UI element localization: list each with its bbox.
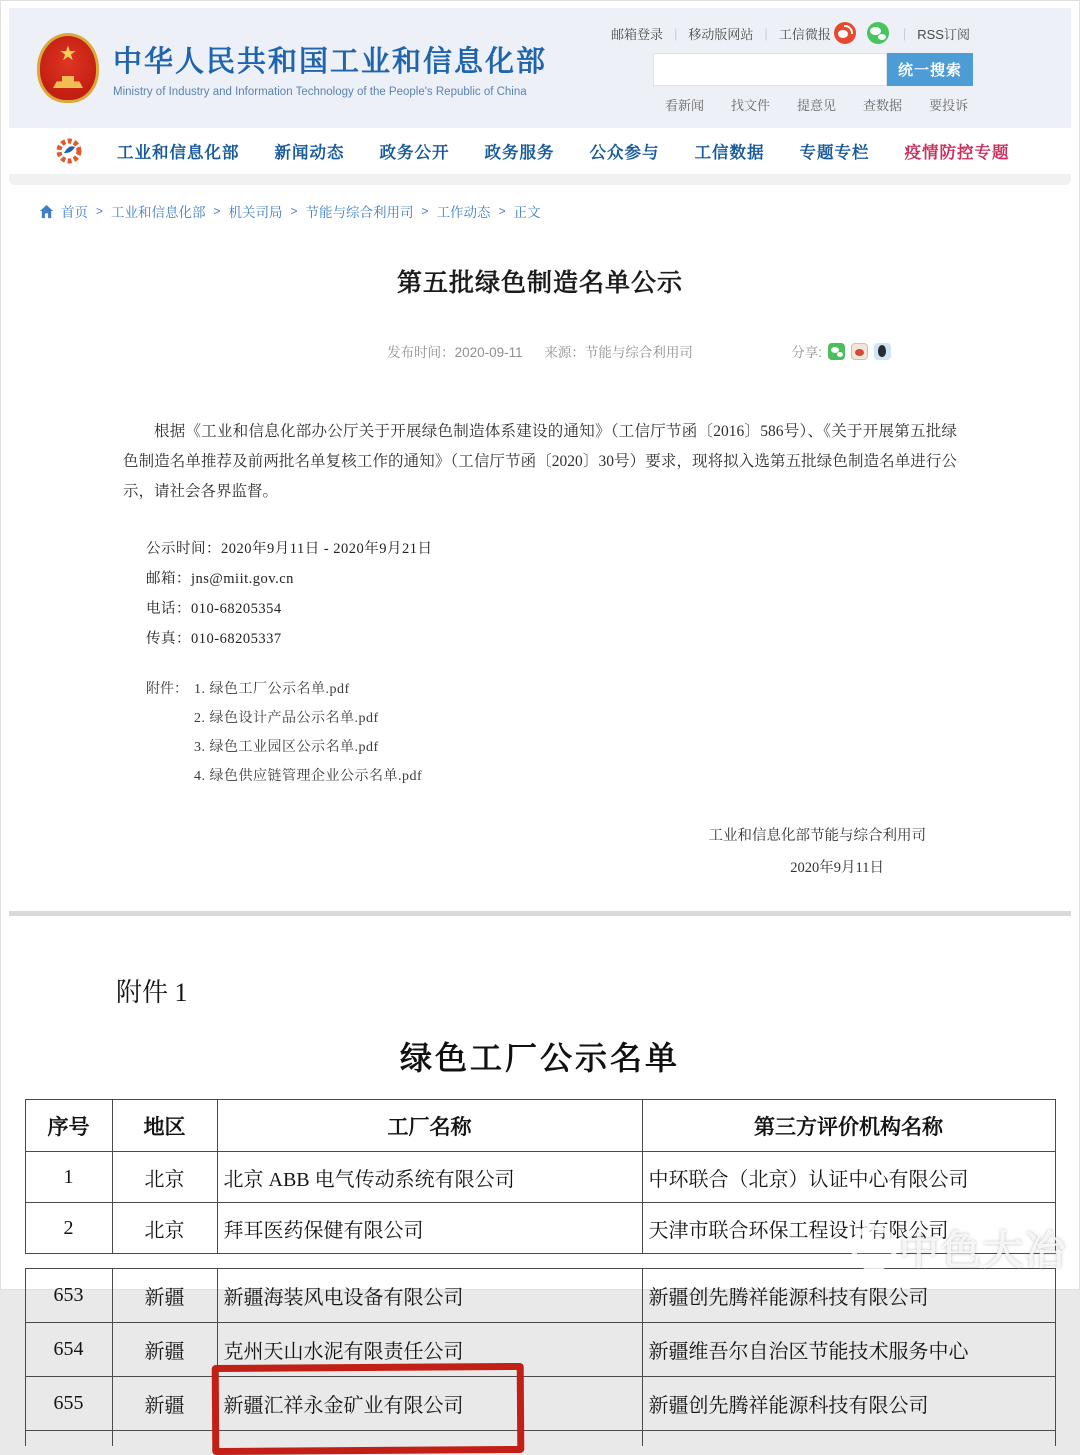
breadcrumb-item[interactable]: 工业和信息化部 — [111, 205, 206, 220]
top-links-separator: | — [674, 25, 678, 41]
main-nav — [1, 128, 1079, 174]
search-bar — [653, 53, 973, 86]
attachments-block — [146, 678, 1079, 794]
site-brand — [37, 33, 547, 103]
table-cell — [642, 1431, 1055, 1446]
table-cell: 新疆海装风电设备有限公司 — [217, 1269, 642, 1323]
article-meta — [1, 341, 1079, 361]
attachment-link[interactable]: 1. 绿色工厂公示名单.pdf — [194, 682, 350, 697]
signature-date: 2020年9月11日 — [790, 860, 884, 876]
quick-link[interactable]: 看新闻 — [665, 98, 705, 113]
nav-item[interactable]: 公众参与 — [589, 144, 660, 162]
contact-info-line: 公示时间：2020年9月11日 - 2020年9月21日 — [146, 541, 433, 557]
table-row — [25, 1269, 1055, 1323]
breadcrumb-item[interactable]: 工作动态 — [436, 205, 491, 220]
emblem-gate-icon — [53, 76, 83, 88]
green-factory-table-top — [25, 1099, 1056, 1254]
watermark-text: 中色大冶 — [899, 1228, 1067, 1273]
header-right — [611, 22, 1005, 114]
table-cell: 新疆 — [112, 1323, 217, 1377]
table-header-cell: 第三方评价机构名称 — [642, 1100, 1055, 1152]
table-cell: 新疆维吾尔自治区节能技术服务中心 — [642, 1323, 1055, 1377]
contact-info-line: 电话：010-68205354 — [146, 601, 282, 617]
share-wechat-icon[interactable] — [828, 343, 845, 360]
table-header-row — [25, 1100, 1055, 1152]
mobile-site-link[interactable]: 移动版网站 — [688, 26, 754, 42]
table-header-cell: 序号 — [25, 1100, 112, 1152]
table-top-body — [25, 1152, 1055, 1254]
table-header-cell: 工厂名称 — [217, 1100, 642, 1152]
home-icon[interactable] — [39, 204, 54, 219]
emblem-star-icon: ★ — [59, 43, 77, 65]
site-title-group — [113, 39, 547, 98]
top-links-separator: | — [764, 25, 768, 41]
top-links — [611, 22, 970, 44]
table-cell: 1 — [25, 1152, 112, 1203]
table-cell: 北京 — [112, 1152, 217, 1203]
table-cell — [217, 1431, 642, 1446]
signature-block — [1, 824, 1079, 877]
nav-item[interactable]: 新闻动态 — [274, 144, 345, 162]
signature-org: 工业和信息化部节能与综合利用司 — [708, 828, 926, 844]
breadcrumb-item[interactable]: 节能与综合利用司 — [305, 205, 414, 220]
mail-login-link[interactable]: 邮箱登录 — [611, 26, 664, 42]
breadcrumb-separator: > — [96, 204, 104, 218]
article-title: 第五批绿色制造名单公示 — [396, 269, 683, 297]
share-box — [791, 341, 891, 361]
article-meta-text — [1, 341, 1079, 361]
breadcrumb-separator: > — [421, 204, 429, 218]
quick-link[interactable]: 提意见 — [797, 98, 837, 113]
table-row — [25, 1377, 1055, 1431]
section-divider — [9, 911, 1071, 916]
national-emblem-logo — [37, 33, 99, 103]
article-source: 来源：节能与综合利用司 — [544, 345, 693, 360]
table-cell: 654 — [25, 1323, 112, 1377]
quick-link[interactable]: 查数据 — [863, 98, 903, 113]
table-cell: 拜耳医药保健有限公司 — [217, 1203, 642, 1254]
attachment-link[interactable]: 4. 绿色供应链管理企业公示名单.pdf — [194, 769, 423, 784]
weibo-icon[interactable] — [834, 22, 856, 44]
attachment-doc-title: 绿色工厂公示名单 — [399, 1040, 680, 1076]
table-header-cell: 地区 — [112, 1100, 217, 1152]
rss-link[interactable]: RSS订阅 — [917, 26, 970, 42]
table-cell: 新疆 — [112, 1269, 217, 1323]
nav-bottom-strip — [9, 174, 1071, 185]
share-weibo-icon[interactable] — [851, 343, 868, 360]
attachments-label: 附件： — [146, 682, 188, 697]
nav-item[interactable]: 疫情防控专题 — [904, 144, 1010, 162]
table-cell: 天津市联合环保工程设计有限公司 — [642, 1203, 1055, 1254]
table-cell: 新疆创先腾祥能源科技有限公司 — [642, 1269, 1055, 1323]
breadcrumb-separator: > — [213, 204, 221, 218]
table-cell: 653 — [25, 1269, 112, 1323]
table-cell — [112, 1431, 217, 1446]
gxwb-account-link[interactable]: 工信微报 — [778, 26, 831, 42]
share-label: 分享: — [791, 345, 822, 360]
table-cell: 中环联合（北京）认证中心有限公司 — [642, 1152, 1055, 1203]
attachment-link[interactable]: 2. 绿色设计产品公示名单.pdf — [194, 711, 379, 726]
breadcrumb-item[interactable]: 正文 — [513, 205, 541, 220]
search-input[interactable] — [653, 53, 887, 86]
attachment-link[interactable]: 3. 绿色工业园区公示名单.pdf — [194, 740, 379, 755]
table-cell: 新疆汇祥永金矿业有限公司 — [217, 1377, 642, 1431]
nav-item[interactable]: 工业和信息化部 — [117, 144, 240, 162]
contact-info-block — [146, 537, 1079, 648]
nav-items — [117, 139, 1010, 163]
top-links-separator: | — [902, 25, 907, 41]
nav-item[interactable]: 专题专栏 — [799, 144, 870, 162]
table-row — [25, 1323, 1055, 1377]
nav-item[interactable]: 政务公开 — [379, 144, 450, 162]
table-cell: 北京 — [112, 1203, 217, 1254]
nav-item[interactable]: 工信数据 — [694, 144, 765, 162]
article-paragraph: 根据《工业和信息化部办公厅关于开展绿色制造体系建设的通知》（工信厅节函〔2016〕586号）、《关于开展第五批绿色制造名单推荐及前两批名单复核工作的通知》（工信厅节函〔2020〕30号）要求，现将拟入选第五批绿色制造名单进行公示，请社会各界监督。 — [123, 423, 957, 500]
table-row — [25, 1152, 1055, 1203]
site-title: 中华人民共和国工业和信息化部 — [113, 45, 548, 78]
table-row — [25, 1203, 1055, 1254]
contact-info-line: 邮箱：jns@miit.gov.cn — [146, 571, 294, 587]
search-button[interactable]: 统一搜索 — [887, 53, 973, 86]
quick-link[interactable]: 要投诉 — [929, 98, 969, 113]
nav-item[interactable]: 政务服务 — [484, 144, 555, 162]
table-cell: 2 — [25, 1203, 112, 1254]
table-cell: 新疆创先腾祥能源科技有限公司 — [642, 1377, 1055, 1431]
quick-link[interactable]: 找文件 — [731, 98, 771, 113]
table-cell: 北京 ABB 电气传动系统有限公司 — [217, 1152, 642, 1203]
breadcrumb-items — [61, 201, 541, 221]
table-cell: 新疆 — [112, 1377, 217, 1431]
breadcrumb-separator: > — [498, 204, 506, 218]
site-subtitle: Ministry of Industry and Information Technology of the People's Republic of China — [113, 85, 527, 98]
wechat-icon[interactable] — [867, 22, 889, 44]
quick-links — [665, 95, 968, 114]
table-cell: 克州天山水泥有限责任公司 — [217, 1323, 642, 1377]
attachments-list — [194, 678, 422, 794]
publish-time: 发布时间：2020-09-11 — [387, 345, 523, 360]
breadcrumb-item[interactable]: 首页 — [61, 205, 88, 220]
contact-info-line: 传真：010-68205337 — [146, 631, 282, 647]
site-header — [9, 8, 1071, 128]
breadcrumb-item[interactable]: 机关司局 — [228, 205, 283, 220]
table-bottom-body — [25, 1269, 1055, 1446]
breadcrumb — [1, 185, 1079, 227]
miit-gear-logo-icon — [56, 138, 82, 164]
attachment-doc-label: 附件 1 — [116, 978, 188, 1007]
table-row-partial — [25, 1431, 1055, 1446]
share-qq-icon[interactable] — [874, 343, 891, 360]
table-cell — [25, 1431, 112, 1446]
green-factory-table-bottom — [25, 1268, 1056, 1446]
table-cell: 655 — [25, 1377, 112, 1431]
breadcrumb-separator: > — [290, 204, 298, 218]
